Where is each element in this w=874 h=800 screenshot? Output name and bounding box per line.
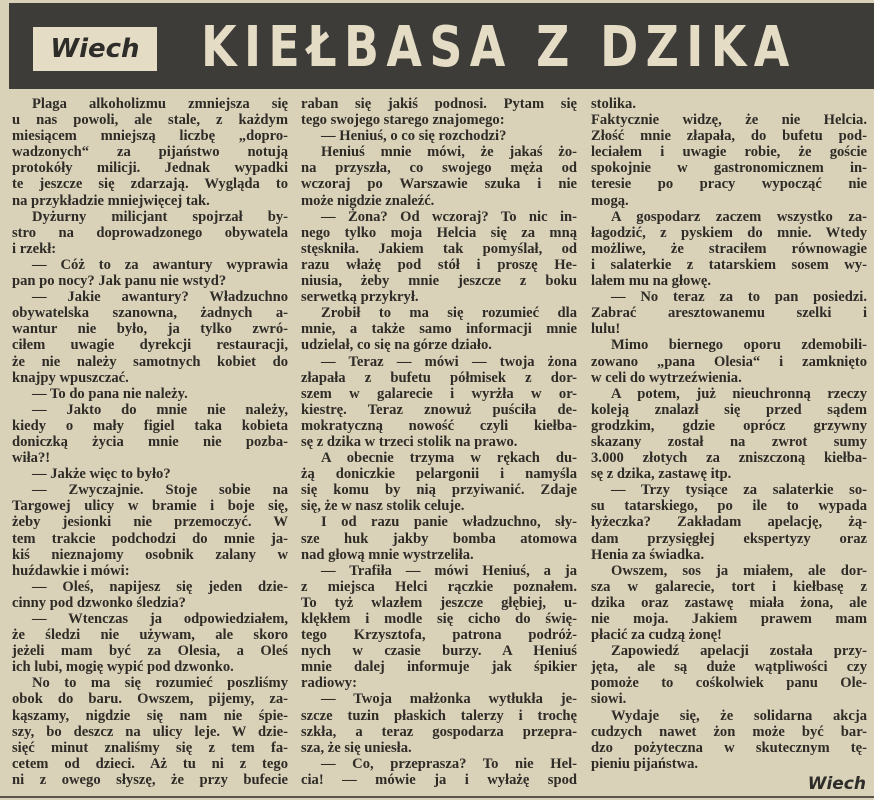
- text-line: — No teraz za to pan posiedzi.: [611, 289, 867, 306]
- text-line: jęta, ale są duże wątpliwości czy: [591, 659, 867, 676]
- paragraph: [591, 563, 867, 643]
- text-line: kiedy o mały figiel taka kobieta: [12, 417, 288, 434]
- text-line: żą doniczkie pelargonii i namyśla: [301, 466, 577, 483]
- text-line: dam przysięgłej ekspertyzy oraz: [591, 530, 867, 547]
- paragraph: [301, 514, 577, 562]
- text-line: tego swojego starego znajomego:: [301, 112, 505, 129]
- article-title: KIEŁBASA Z DZIKA: [201, 15, 797, 80]
- text-line: — Heniuś, o co się rozchodzi?: [321, 128, 507, 145]
- paragraph: [301, 209, 577, 306]
- text-line: szy, bo deszcz na ulicy leje. W dzie-: [12, 723, 288, 740]
- paragraph: [301, 305, 577, 353]
- text-line: sę z dzika w trzeci stolik na prawo.: [301, 433, 518, 450]
- text-line: na przyszła, co swojego męża od: [301, 160, 577, 177]
- text-line: mnie dalej informuje jak śpikier: [301, 659, 577, 676]
- text-line: — Teraz — mówi — twoja żona: [321, 353, 577, 370]
- text-line: niusia, żeby mnie jeszcze z boku: [301, 273, 577, 290]
- text-line: cudzych nawet żon może być bar-: [591, 723, 867, 740]
- paragraph: [591, 337, 867, 385]
- text-line: nego tylko moja Helcia się za mną: [301, 224, 577, 241]
- text-line: tem trakcie podchodzi do mnie ja-: [12, 530, 288, 547]
- text-line: — Trafiła — mówi Heniuś, a ja: [321, 562, 577, 579]
- text-line: leciałem i uwagie robie, że goście: [591, 144, 867, 161]
- text-line: że nie należy samotnych kobiet do: [12, 353, 288, 370]
- text-line: protokóły milicji. Jednak wypadki: [12, 160, 288, 177]
- text-line: w celi do wytrzeźwienia.: [591, 369, 742, 386]
- text-line: pieniu pijaństwa.: [591, 755, 699, 772]
- text-line: i salaterkie z tatarskiem sosem wy-: [591, 256, 867, 273]
- text-line: że śledzi nie używam, ale skoro: [12, 627, 288, 644]
- text-line: ciłem uwagie dyrekcji restauracji,: [12, 337, 288, 354]
- text-line: Mimo biernego oporu zdemobili-: [611, 337, 867, 354]
- text-line: — Cóż to za awantury wyprawia: [32, 256, 288, 273]
- text-line: — Jakto do mnie nie należy,: [32, 401, 288, 418]
- paragraph: [301, 691, 577, 755]
- text-line: siowi.: [591, 691, 627, 708]
- text-line: serwetką przykrył.: [301, 289, 419, 306]
- text-line: u nas powoli, ale stale, z każdym: [12, 112, 288, 129]
- text-line: możliwe, że straciłem równowagie: [591, 240, 867, 257]
- text-line: Złość mnie złapała, do bufetu pod-: [591, 128, 867, 145]
- text-line: Heniuś mnie mówi, że jakaś żo-: [321, 144, 577, 161]
- paragraph: [591, 112, 867, 209]
- text-line: 3.000 złotych za zniszczoną kiełba-: [591, 450, 867, 467]
- paragraph: [301, 144, 577, 208]
- text-line: te jeszcze się zdarzają. Wygląda to: [12, 176, 288, 193]
- text-line: Wydaje się, że solidarna akcja: [611, 707, 867, 724]
- text-line: łagodzić, z pyskiem do mnie. Wtedy: [591, 224, 867, 241]
- text-line: cetem od dzieci. Aż tu ni z tego: [12, 755, 288, 772]
- text-line: raban się jakiś podnosi. Pytam się: [301, 96, 577, 112]
- text-line: szkła, a teraz gospodarza przepra-: [301, 723, 577, 740]
- text-line: obok do baru. Owszem, pijemy, za-: [12, 691, 288, 708]
- text-line: szcze tuzin płaskich talerzy i trochę: [301, 707, 577, 724]
- text-line: skazany został na zwrot sumy: [591, 433, 867, 450]
- paragraph: [12, 386, 288, 402]
- text-line: sza, że się uniesła.: [301, 739, 412, 756]
- paragraph: [12, 209, 288, 257]
- text-line: Zrobił to ma się rozumieć dla: [321, 305, 577, 322]
- paragraph: [12, 289, 288, 386]
- text-line: pan po nocy? Jak panu nie wstyd?: [12, 273, 227, 290]
- text-line: Owszem, sos ja miałem, ale dor-: [611, 562, 867, 579]
- author-logo: Wiech: [33, 27, 157, 71]
- text-line: cia! — mówie ja i wyłażę spod: [301, 771, 577, 788]
- text-line: się, że w nasz stolik celuje.: [301, 498, 465, 515]
- paragraph: [591, 289, 867, 337]
- text-line: koleją znalazł się przed sądem: [591, 401, 867, 418]
- text-line: Plaga alkoholizmu zmniejsza się: [32, 96, 288, 112]
- text-line: knajpy wpuszczać.: [12, 369, 129, 386]
- text-line: — Twoja małżonka wytłukła je-: [321, 691, 577, 708]
- text-line: kąszamy, nigdzie się nam nie śpie-: [12, 707, 288, 724]
- text-line: radiowy:: [301, 675, 357, 692]
- text-line: obywatelska szanowna, żadnych a-: [12, 305, 288, 322]
- text-line: — Zwyczajnie. Stoje sobie na: [32, 482, 288, 499]
- text-line: nie moja. Jakiem prawem mam: [591, 611, 867, 627]
- text-line: dzika oraz zastawę miała żona, ale: [591, 594, 867, 611]
- text-line: nych w czasie burzy. A Heniuś: [301, 643, 577, 660]
- text-line: wiła?!: [12, 450, 51, 467]
- text-line: — Trzy tysiące za salaterkie so-: [611, 482, 867, 499]
- paragraph: [12, 96, 288, 209]
- text-line: nad głową mnie wystrzeliła.: [301, 546, 474, 563]
- text-line: i rzekł:: [12, 240, 57, 257]
- text-line: sięć minut znaliśmy się z tem fa-: [12, 739, 288, 756]
- text-line: mogą.: [591, 192, 629, 209]
- text-line: szem w galarecie i wyrżła w or-: [301, 385, 577, 402]
- text-line: — Co, przeprasza? To nie Hel-: [321, 755, 577, 772]
- text-line: klękłem i modle się cicho do świę-: [301, 611, 577, 627]
- text-line: wadzonych“ za pijaństwo notują: [12, 144, 288, 161]
- text-line: miesiącem mniejszą liczbę „dopro-: [12, 128, 288, 145]
- text-line: A gospodarz zaczem wszystko za-: [611, 208, 867, 225]
- article-column-1: [12, 96, 288, 788]
- text-line: wczoraj po Warszawie szuka i nie: [301, 176, 577, 193]
- paragraph: [591, 708, 867, 772]
- text-line: jeżeli mam być za Olesia, a Oleś: [12, 643, 288, 660]
- text-line: złapała z bufetu półmisek z dor-: [301, 369, 577, 386]
- text-line: — To do pana nie należy.: [32, 385, 188, 402]
- paragraph: [301, 756, 577, 788]
- text-line: teresie po pracy wypocząć nie: [591, 176, 867, 193]
- text-line: może nigdzie znaleźć.: [301, 192, 435, 209]
- text-line: cinny pod dzwonko śledzia?: [12, 594, 186, 611]
- text-line: kiś nieznajomy osobnik zalany w: [12, 546, 288, 563]
- paragraph: [12, 466, 288, 482]
- text-line: huźdawkie i mówi:: [12, 562, 130, 579]
- author-signature: Wiech: [807, 774, 866, 794]
- text-line: zowano „pana Olesia“ i zamknięto: [591, 353, 867, 370]
- text-line: To tyż wlazłem jeszcze głębiej, u-: [301, 594, 577, 611]
- paragraph: [12, 482, 288, 579]
- text-line: lałem mu na głowę.: [591, 273, 711, 290]
- bottom-divider: [0, 796, 874, 798]
- text-line: stolika.: [591, 96, 637, 112]
- text-line: się komu by nią przyiwanić. Zdaje: [301, 482, 577, 499]
- text-line: sze huk jakby bomba atomowa: [301, 530, 577, 547]
- text-line: wantur nie było, ja tylko zwró-: [12, 321, 288, 338]
- text-line: sza w galarecie, tort i kiełbasę z: [591, 578, 867, 595]
- text-line: udzielał, co się na górze działo.: [301, 337, 492, 354]
- text-line: Zapowiedź apelacji została przy-: [611, 643, 867, 660]
- text-line: A potem, już nieuchronną rzeczy: [611, 385, 867, 402]
- text-line: stro na doprowadzonego obywatela: [12, 224, 288, 241]
- text-line: — Żona? Od wczoraj? To nic in-: [321, 208, 577, 225]
- text-line: Faktycznie widzę, że nie Helcia.: [591, 112, 867, 129]
- paragraph: [301, 563, 577, 692]
- text-line: — Wtenczas ja odpowiedziałem,: [32, 611, 288, 627]
- text-line: ni z owego słyszę, że przy bufecie: [12, 771, 288, 788]
- text-line: łyżeczka? Zakładam apelację, żą-: [591, 514, 867, 531]
- text-line: mnie, a także samo informacji mnie: [301, 321, 577, 338]
- text-line: Zabrać aresztowanemu szelki i: [591, 305, 867, 322]
- paragraph: [301, 128, 577, 144]
- paragraph: [12, 579, 288, 611]
- text-line: z miejsca Helci rączkie poznałem.: [301, 578, 577, 595]
- text-line: — Jakie awantury? Władzuchno: [32, 289, 288, 306]
- text-line: Henia za świadka.: [591, 546, 705, 563]
- text-line: sę z dzika, zastawę itp.: [591, 466, 732, 483]
- text-line: pomoże to cośkolwiek panu Ole-: [591, 675, 867, 692]
- paragraph: [12, 257, 288, 289]
- text-line: razu włażę pod stół i proszę He-: [301, 256, 577, 273]
- paragraph: [591, 482, 867, 562]
- text-line: Dyżurny milicjant spojrzał by-: [32, 208, 288, 225]
- article-column-3: [591, 96, 867, 772]
- text-line: lulu!: [591, 321, 621, 338]
- text-line: A obecnie trzyma w rękach du-: [321, 450, 577, 467]
- paragraph: [12, 675, 288, 788]
- text-line: żeby jesionki nie przemoczyć. W: [12, 514, 288, 531]
- text-line: mokratyczną nowość czyli kiełba-: [301, 417, 577, 434]
- paragraph: [591, 643, 867, 707]
- text-line: — Oleś, napijesz się jeden dzie-: [32, 578, 288, 595]
- headline-banner: [9, 3, 874, 89]
- text-line: doniczką życia mnie nie pozba-: [12, 433, 288, 450]
- paragraph: [591, 209, 867, 289]
- paragraph: [301, 450, 577, 514]
- paragraph: [12, 402, 288, 466]
- text-line: spokojnie w gastronomicznem in-: [591, 160, 867, 177]
- paragraph: [12, 611, 288, 675]
- text-line: stęskniła. Jakiem tak pomyślał, od: [301, 240, 577, 257]
- text-line: na przykładzie mniejwięcej tak.: [12, 192, 210, 209]
- text-line: dzo pożyteczna w skutecznym tę-: [591, 739, 867, 756]
- text-line: grodzkim, gdzie oprócz grzywny: [591, 417, 867, 434]
- text-line: tego Krzysztofa, patrona podróż-: [301, 627, 577, 644]
- text-line: su tatarskiego, po ile to wypada: [591, 498, 867, 515]
- paragraph: [301, 96, 577, 128]
- paragraph: [301, 354, 577, 451]
- text-line: I od razu panie władzuchno, sły-: [321, 514, 577, 531]
- text-line: ich lubi, mogię wypić pod dzwonko.: [12, 659, 234, 676]
- text-line: kiestrę. Teraz znowuż puściła de-: [301, 401, 577, 418]
- article-column-2: [301, 96, 577, 788]
- text-line: Targowej ulicy w bramie i boje się,: [12, 498, 288, 515]
- text-line: No to ma się rozumieć poszliśmy: [32, 675, 288, 692]
- text-line: płacić za cudzą żonę!: [591, 627, 722, 644]
- paragraph: [591, 96, 867, 112]
- text-line: — Jakże więc to było?: [32, 466, 171, 483]
- paragraph: [591, 386, 867, 483]
